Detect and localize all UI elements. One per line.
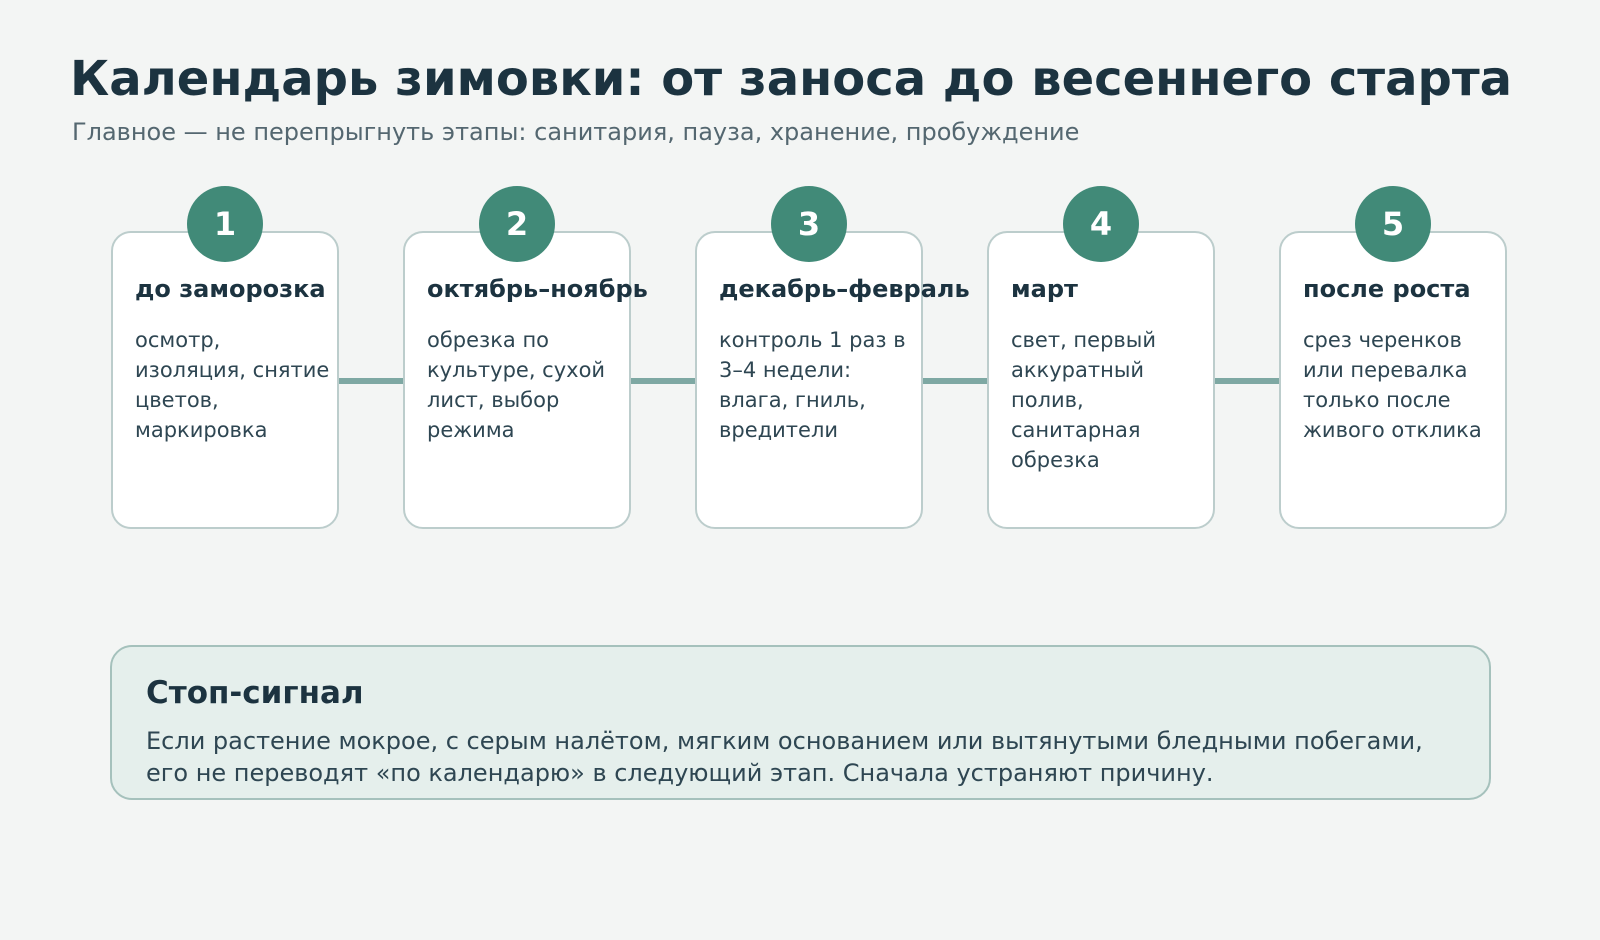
stage-description: контроль 1 раз в 3–4 недели: влага, гниль, вредители: [719, 328, 906, 442]
timeline-connector: [922, 378, 988, 384]
stage-title: до заморозка: [135, 275, 326, 303]
stage-title: март: [1011, 275, 1078, 303]
timeline-connector: [630, 378, 696, 384]
stage-card-5: [1279, 231, 1507, 529]
stage-number-badge: 4: [1063, 186, 1139, 262]
stage-number-badge: 5: [1355, 186, 1431, 262]
stop-signal-title: Стоп-сигнал: [146, 675, 364, 711]
stage-number-badge: 2: [479, 186, 555, 262]
stage-card-1: [111, 231, 339, 529]
stage-title: октябрь–ноябрь: [427, 275, 648, 303]
timeline-connector: [1214, 378, 1280, 384]
stage-description: обрезка по культуре, сухой лист, выбор режима: [427, 328, 606, 442]
stage-title: декабрь–февраль: [719, 275, 970, 303]
stage-card-2: [403, 231, 648, 529]
stage-description: осмотр, изоляция, снятие цветов, маркировка: [135, 328, 330, 442]
stage-number-badge: 3: [771, 186, 847, 262]
timeline-connector: [338, 378, 404, 384]
stage-card-4: [987, 231, 1215, 529]
page-subtitle: Главное — не перепрыгнуть этапы: санитария, пауза, хранение, пробуждение: [72, 118, 1080, 146]
stage-number-badge: 1: [187, 186, 263, 262]
stage-description: срез черенков или перевалка только после живого отклика: [1303, 328, 1482, 442]
stage-title: после роста: [1303, 275, 1471, 303]
stop-signal-box: [110, 645, 1491, 800]
stage-description: свет, первый аккуратный полив, санитарная обрезка: [1011, 328, 1157, 472]
stage-card-3: [695, 231, 970, 529]
page-title: Календарь зимовки: от заноса до весеннего старта: [70, 51, 1513, 107]
stop-signal-text: Если растение мокрое, с серым налётом, мягким основанием или вытянутыми бледными побегами, его не переводят «по календарю» в следующий этап. Сначала устраняют причину.: [146, 727, 1423, 787]
